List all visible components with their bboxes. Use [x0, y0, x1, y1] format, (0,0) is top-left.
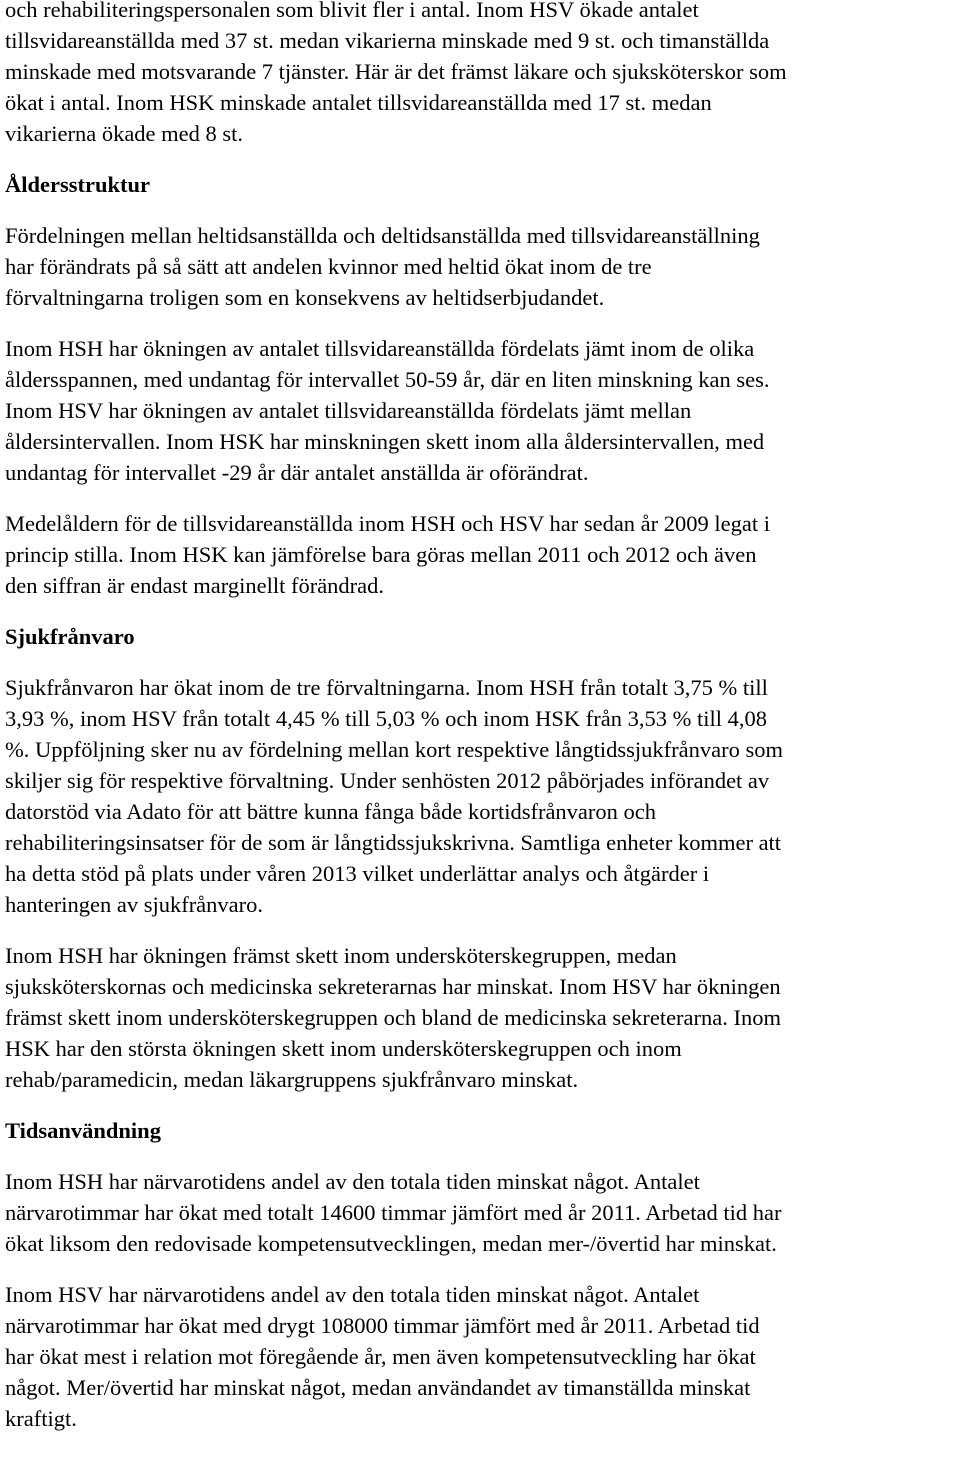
text-line: kraftigt. — [5, 1406, 77, 1431]
heading-sick-leave: Sjukfrånvaro — [5, 624, 135, 649]
text-line: Medelåldern för de tillsvidareanställda inom HSH och HSV har sedan år 2009 legat i — [5, 511, 771, 536]
text-line: rehabiliteringsinsatser för de som är långtidssjukskrivna. Samtliga enheter kommer att — [5, 830, 782, 855]
paragraph-personnel-changes — [5, 0, 957, 149]
document-page — [5, 0, 957, 1454]
text-line: något. Mer/övertid har minskat något, medan användandet av timanställda minskat — [5, 1375, 751, 1400]
paragraph-time-usage-hsv — [5, 1279, 957, 1434]
paragraph-sick-leave-totals — [5, 672, 957, 920]
text-line: Inom HSH har ökningen av antalet tillsvidareanställda fördelats jämt inom de olika — [5, 336, 755, 361]
heading-time-usage: Tidsanvändning — [5, 1118, 161, 1143]
text-line: undantag för intervallet -29 år där antalet anställda är oförändrat. — [5, 460, 589, 485]
text-line: närvarotimmar har ökat med totalt 14600 timmar jämfört med år 2011. Arbetad tid har — [5, 1200, 782, 1225]
text-line: den siffran är endast marginellt förändrad. — [5, 573, 385, 598]
heading-age-structure: Åldersstruktur — [5, 172, 150, 197]
text-line: Inom HSV har närvarotidens andel av den totala tiden minskat något. Antalet — [5, 1282, 700, 1307]
text-line: HSK har den största ökningen skett inom undersköterskegruppen och inom — [5, 1036, 682, 1061]
text-line: 3,93 %, inom HSV från totalt 4,45 % till 5,03 % och inom HSK från 3,53 % till 4,08 — [5, 706, 768, 731]
text-line: sjuksköterskornas och medicinska sekreterarnas har minskat. Inom HSV har ökningen — [5, 974, 781, 999]
text-line: Inom HSH har ökningen främst skett inom undersköterskegruppen, medan — [5, 943, 677, 968]
paragraph-time-usage-hsh — [5, 1166, 957, 1259]
text-line: princip stilla. Inom HSK kan jämförelse bara göras mellan 2011 och 2012 och även — [5, 542, 757, 567]
text-line: åldersintervallen. Inom HSK har minskningen skett inom alla åldersintervallen, med — [5, 429, 765, 454]
text-line: rehab/paramedicin, medan läkargruppens sjukfrånvaro minskat. — [5, 1067, 579, 1092]
paragraph-average-age — [5, 508, 957, 601]
text-line: ha detta stöd på plats under våren 2013 vilket underlättar analys och åtgärder i — [5, 861, 710, 886]
text-line: åldersspannen, med undantag för intervallet 50-59 år, där en liten minskning kan ses. — [5, 367, 770, 392]
text-line: Fördelningen mellan heltidsanställda och deltidsanställda med tillsvidareanställning — [5, 223, 760, 248]
text-line: ökat i antal. Inom HSK minskade antalet tillsvidareanställda med 17 st. medan — [5, 90, 712, 115]
text-line: datorstöd via Adato för att bättre kunna fånga både kortidsfrånvaron och — [5, 799, 657, 824]
text-line: vikarierna ökade med 8 st. — [5, 121, 244, 146]
text-line: tillsvidareanställda med 37 st. medan vikarierna minskade med 9 st. och timanställda — [5, 28, 770, 53]
text-line: Inom HSH har närvarotidens andel av den totala tiden minskat något. Antalet — [5, 1169, 700, 1194]
text-line: och rehabiliteringspersonalen som blivit fler i antal. Inom HSV ökade antalet — [5, 0, 699, 22]
text-line: närvarotimmar har ökat med drygt 108000 timmar jämfört med år 2011. Arbetad tid — [5, 1313, 760, 1338]
paragraph-age-intervals — [5, 333, 957, 488]
paragraph-sick-leave-groups — [5, 940, 957, 1095]
text-line: främst skett inom undersköterskegruppen och bland de medicinska sekreterarna. Inom — [5, 1005, 782, 1030]
paragraph-fulltime-distribution — [5, 220, 957, 313]
text-line: skiljer sig för respektive förvaltning. Under senhösten 2012 påbörjades införandet av — [5, 768, 770, 793]
text-line: %. Uppföljning sker nu av fördelning mellan kort respektive långtidssjukfrånvaro som — [5, 737, 783, 762]
text-line: minskade med motsvarande 7 tjänster. Här är det främst läkare och sjuksköterskor som — [5, 59, 787, 84]
text-line: ökat liksom den redovisade kompetensutvecklingen, medan mer-/övertid har minskat. — [5, 1231, 777, 1256]
text-line: förvaltningarna troligen som en konsekvens av heltidserbjudandet. — [5, 285, 605, 310]
text-line: hanteringen av sjukfrånvaro. — [5, 892, 264, 917]
text-line: Inom HSV har ökningen av antalet tillsvidareanställda fördelats jämt mellan — [5, 398, 692, 423]
text-line: Sjukfrånvaron har ökat inom de tre förvaltningarna. Inom HSH från totalt 3,75 % till — [5, 675, 768, 700]
text-line: har ökat mest i relation mot föregående år, men även kompetensutveckling har ökat — [5, 1344, 756, 1369]
text-line: har förändrats på så sätt att andelen kvinnor med heltid ökat inom de tre — [5, 254, 652, 279]
